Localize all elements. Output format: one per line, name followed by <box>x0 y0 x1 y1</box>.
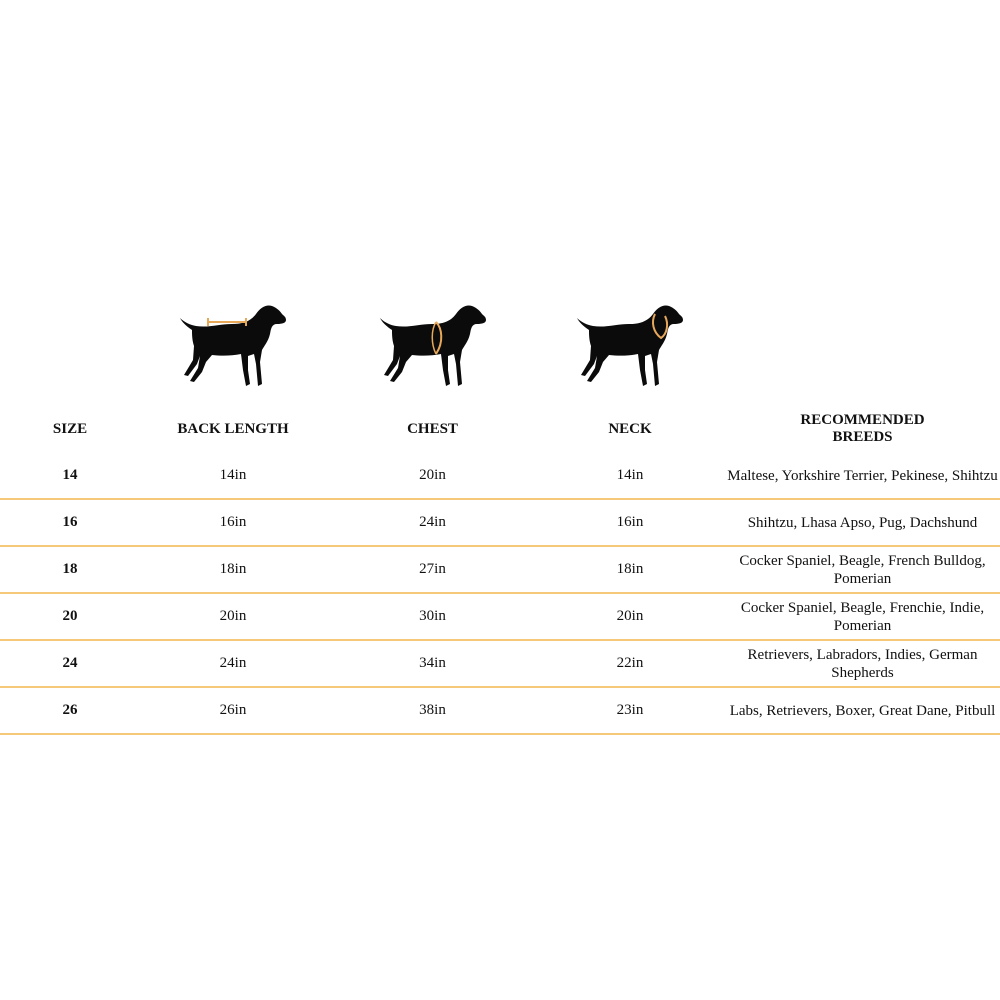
cell-back-length: 20in <box>219 608 247 624</box>
cell-size: 16 <box>62 514 78 530</box>
cell-chest: 27in <box>419 561 446 577</box>
cell-breeds: Retrievers, Labradors, Indies, German Shepherds <box>747 646 978 681</box>
cell-size: 14 <box>62 467 78 483</box>
header-recommended-breeds <box>725 405 1000 453</box>
cell-neck: 23in <box>616 702 644 718</box>
cell-chest: 30in <box>419 608 446 624</box>
cell-breeds: Cocker Spaniel, Beagle, French Bulldog, Pomerian <box>739 552 986 587</box>
dog-neck-icon <box>573 298 685 396</box>
cell-breeds: Shihtzu, Lhasa Apso, Pug, Dachshund <box>747 514 978 531</box>
dog-back-length-icon <box>176 298 288 396</box>
header-neck: NECK <box>608 420 652 437</box>
dog-chest-icon <box>376 298 488 396</box>
cell-neck: 22in <box>616 655 644 671</box>
header-breeds-line1: RECOMMENDED <box>800 412 925 428</box>
cell-chest: 38in <box>419 702 446 718</box>
table-row <box>0 641 1000 688</box>
cell-size: 18 <box>62 561 78 577</box>
cell-breeds: Cocker Spaniel, Beagle, Frenchie, Indie, Pomerian <box>740 599 985 634</box>
header-chest: CHEST <box>407 420 458 437</box>
cell-back-length: 26in <box>219 702 247 718</box>
header-back-length: BACK LENGTH <box>177 420 289 437</box>
cell-back-length: 18in <box>219 561 247 577</box>
cell-size: 20 <box>62 608 78 624</box>
cell-neck: 14in <box>616 467 644 483</box>
size-chart-table <box>0 405 1000 735</box>
header-breeds-line2: BREEDS <box>832 429 893 445</box>
table-row <box>0 453 1000 500</box>
table-row <box>0 500 1000 547</box>
cell-back-length: 14in <box>219 467 247 483</box>
cell-breeds: Maltese, Yorkshire Terrier, Pekinese, Shihtzu <box>727 467 998 484</box>
cell-chest: 20in <box>419 467 446 483</box>
cell-back-length: 24in <box>219 655 247 671</box>
cell-neck: 20in <box>616 608 644 624</box>
table-row <box>0 594 1000 641</box>
table-header <box>0 405 1000 453</box>
table-row <box>0 547 1000 594</box>
cell-back-length: 16in <box>219 514 247 530</box>
cell-breeds: Labs, Retrievers, Boxer, Great Dane, Pitbull <box>729 702 996 719</box>
table-row <box>0 688 1000 735</box>
cell-size: 26 <box>62 702 78 718</box>
cell-neck: 18in <box>616 561 644 577</box>
cell-chest: 34in <box>419 655 446 671</box>
cell-chest: 24in <box>419 514 446 530</box>
header-size: SIZE <box>52 420 88 437</box>
cell-size: 24 <box>62 655 78 671</box>
cell-neck: 16in <box>616 514 644 530</box>
